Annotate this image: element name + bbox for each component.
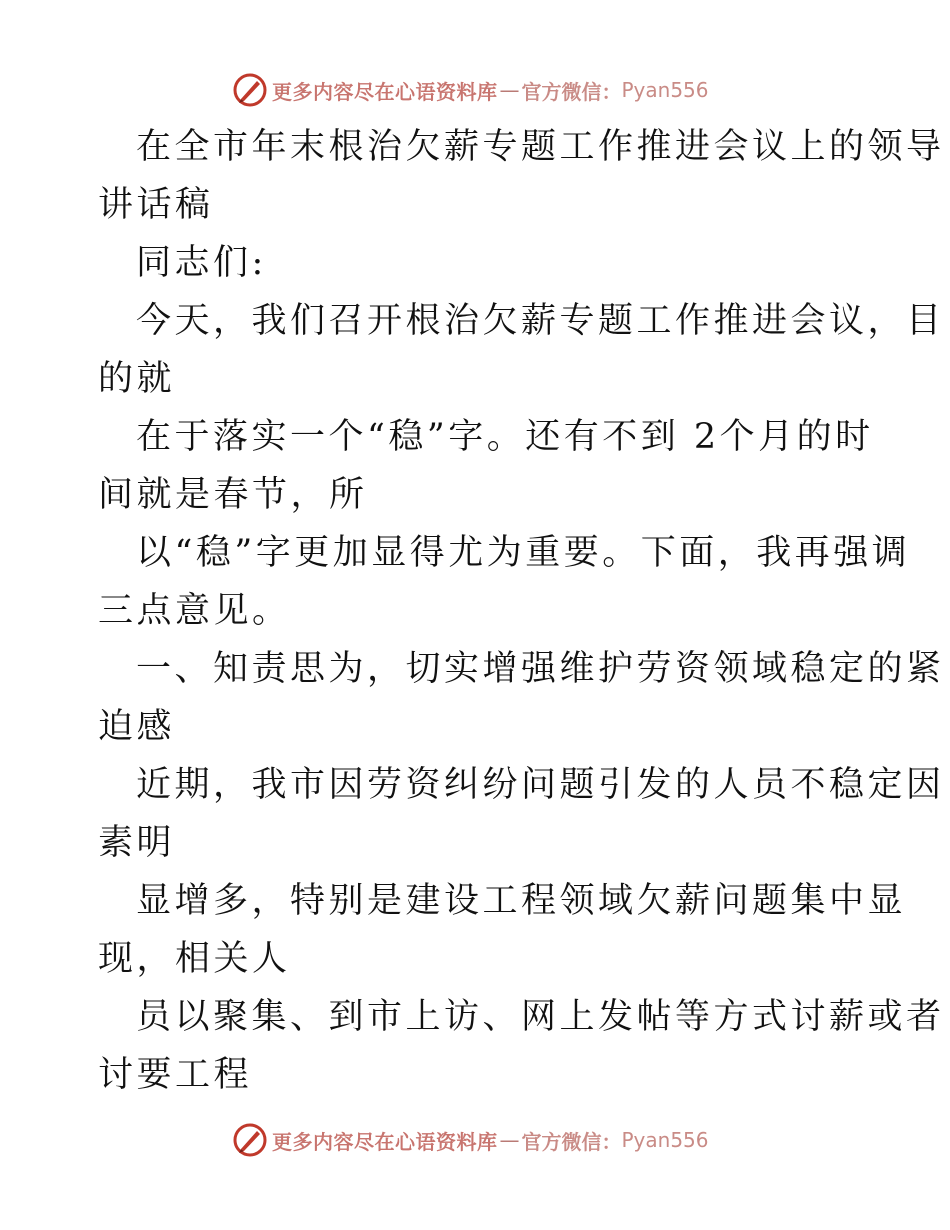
paragraph-line: 以“稳”字更加显得尤为重要。下面，我再强调 — [136, 533, 911, 573]
banner-title: 更多内容尽在心语资料库 — [272, 1129, 498, 1154]
paragraph-line: 间就是春节，所 — [98, 475, 368, 515]
header-banner — [232, 70, 709, 110]
banner-contact-id: Pyan556 — [621, 78, 709, 102]
document-title-line-2: 讲话稿 — [98, 185, 214, 225]
banner-dash: — — [499, 1128, 520, 1152]
quill-pen-icon — [232, 1122, 268, 1158]
section-heading-line: 迫感 — [98, 707, 176, 747]
banner-dash: — — [499, 78, 520, 102]
paragraph-line: 近期，我市因劳资纠纷问题引发的人员不稳定因 — [136, 765, 945, 805]
section-heading-line: 一、知责思为，切实增强维护劳资领域稳定的紧 — [136, 649, 945, 689]
paragraph-line: 今天，我们召开根治欠薪专题工作推进会议，目 — [136, 301, 945, 341]
banner-contact-label: 官方微信： — [521, 1129, 622, 1154]
paragraph-line: 讨要工程 — [98, 1055, 253, 1095]
paragraph-line: 在于落实一个“稳”字。还有不到 2个月的时 — [136, 417, 874, 457]
paragraph-line: 现，相关人 — [98, 939, 291, 979]
quill-pen-icon — [232, 72, 268, 108]
paragraph-line: 三点意见。 — [98, 591, 291, 631]
document-title-line-1: 在全市年末根治欠薪专题工作推进会议上的领导 — [136, 127, 945, 167]
banner-contact-label: 官方微信： — [521, 79, 622, 104]
paragraph-line: 显增多，特别是建设工程领域欠薪问题集中显 — [136, 881, 907, 921]
banner-contact-id: Pyan556 — [621, 1128, 709, 1152]
banner-title: 更多内容尽在心语资料库 — [272, 79, 498, 104]
salutation: 同志们: — [136, 243, 267, 283]
paragraph-line: 员以聚集、到市上访、网上发帖等方式讨薪或者 — [136, 997, 945, 1037]
footer-banner — [232, 1120, 709, 1160]
paragraph-line: 的就 — [98, 359, 176, 399]
paragraph-line: 素明 — [98, 823, 176, 863]
document-body — [98, 118, 945, 1104]
